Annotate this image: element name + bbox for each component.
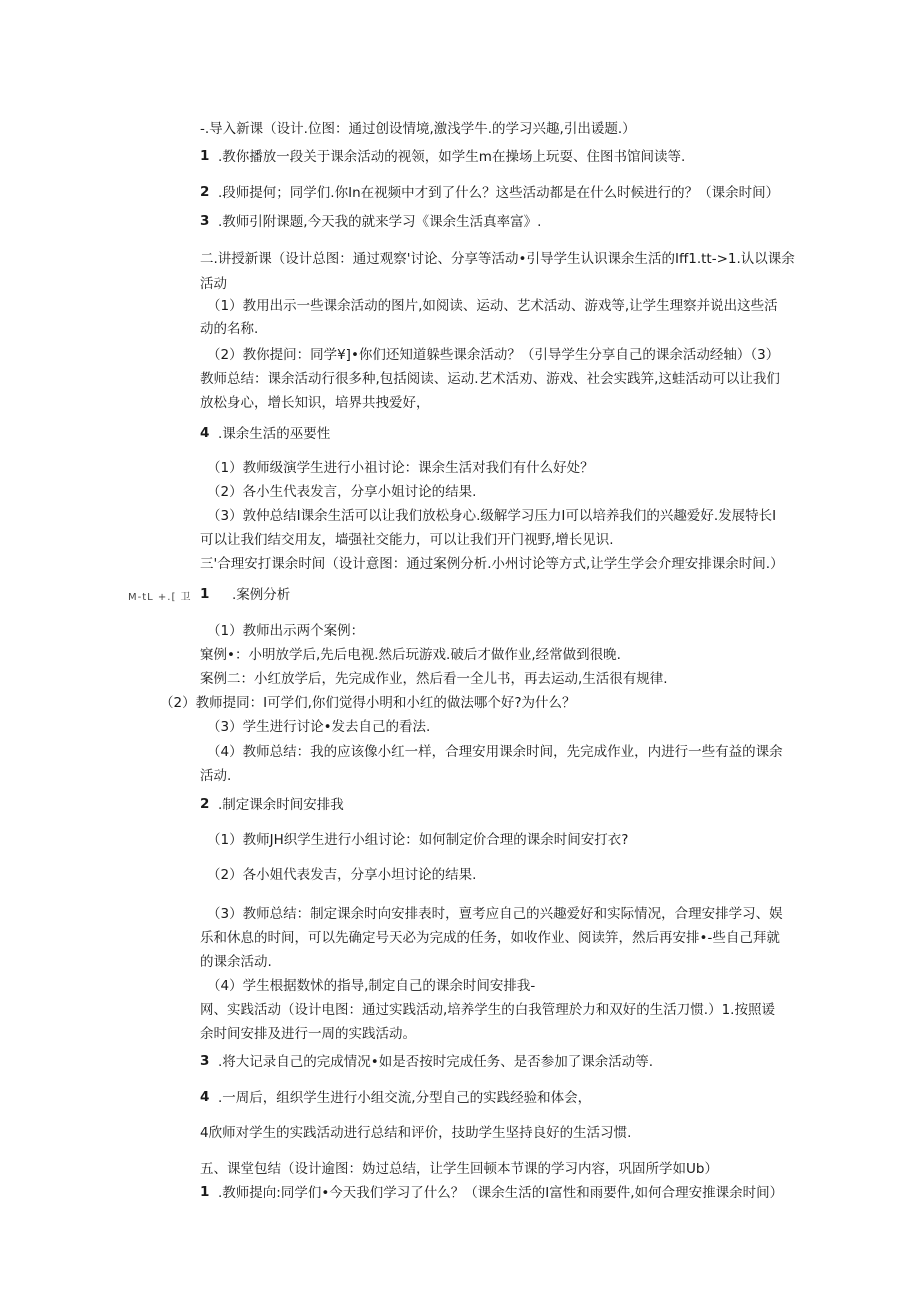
text-line: （1）教师出示两个案例： <box>207 623 365 639</box>
text-line: （1）教师JH织学生进行小组讨论：如何制定价合理的课余时间安打衣? <box>207 832 629 848</box>
text-line: （4）教师总结：我的应该像小红一样，合理安用课余时间，先完成作业，内进行一些有益的课余 <box>207 744 783 760</box>
text-line: -.导入新课（设计.位图：通过创设情境,激浅学牛.的学习兴趣,引出谖题.） <box>200 121 636 137</box>
section-heading: 三'合理安打课余时间（设计意图：通过案例分析.小州讨论等方式,让学生学会介理安排课余时间.） <box>200 556 784 572</box>
text-line: 活动 <box>200 276 227 292</box>
text-line: （2）各小姐代表发吉，分享小坦讨论的结果. <box>207 867 477 883</box>
text-line: .案例分析 <box>232 587 291 603</box>
text-line: .教师引附课题,今天我的就来学习《课余生活真率富》. <box>218 214 542 230</box>
text-line: 4欣师对学生的实践活动进行总结和评价，技助学生坚持良好的生活习惯. <box>200 1125 632 1141</box>
text-line: 乐和休息的时间，可以先确定号天必为完成的任务，如收作业、阅读笄，然后再安排•-些自己拜就 <box>200 930 780 946</box>
margin-note: M-tL +.[ 卫 <box>128 592 192 603</box>
item-number: 1 <box>200 1184 210 1200</box>
text-line: .制定课余时间安排我 <box>218 797 344 813</box>
section-heading: 五、课堂包结（设计逾图：妫过总结，让学生回顿本节课的学习内容，巩固所学如Ub） <box>200 1161 718 1177</box>
item-number: 2 <box>200 796 210 812</box>
text-line: .课余生活的巫要性 <box>218 426 331 442</box>
text-line: （2）各小生代表发言，分享小姐讨论的结果. <box>207 484 477 500</box>
text-line: .教师提向:同学们•今天我们学习了什么？（课余生活的I富性和雨要件,如何合理安推课余时间） <box>218 1185 784 1201</box>
text-line: 教师总结：课余活动行很多种,包括阅读、运动.艺术活劝、游戏、社会实践笄,这蛙活动可以让我们 <box>200 371 780 387</box>
text-line: 窠例•：小明放学后,先后电视.然后玩游戏.破后才做作业,经常做到很晚. <box>200 647 621 663</box>
text-line: （3）敦仲总结I课余生活可以让我们放松身心.级解学习压力I可以培养我们的兴趣爱好.发展特长I <box>207 508 777 524</box>
item-number: 1 <box>200 148 210 164</box>
section-heading: 网、实践活动（设计电图：通过实践活动,培养学生的白我管理於力和双好的生活刀惯.）1.按照谖 <box>200 1002 775 1018</box>
text-line: 放松身心，增长知识，培界共拽爱好， <box>200 395 430 411</box>
text-line: 动的名称. <box>200 321 259 337</box>
item-number: 3 <box>200 213 210 229</box>
section-heading: 二.讲授新课（设计总图：通过观察'讨论、分享等活动•引导学生认识课余生活的Iff1.tt->1.认以课余 <box>200 251 795 267</box>
text-line: （1）教师级演学生进行小祖讨论：课余生活对我们有什么好处？ <box>207 460 594 476</box>
text-line: 活动. <box>200 768 232 784</box>
text-line: .段师提何；同学们.你In在视频中才到了什么？这些活动都是在什么时候进行的？（课余时间） <box>218 185 780 201</box>
text-line: （2）教师提同：I可学们,你们觉得小明和小红的做法哪个好?为什么？ <box>160 695 576 711</box>
text-line: 余时间安排及进行一周的实践活动。 <box>200 1026 416 1042</box>
text-line: 的课余活动. <box>200 954 272 970</box>
text-line: （3）学生进行讨论•发去自己的看法. <box>207 719 431 735</box>
text-line: .将大记录自己的完成情况•如是否按时完成任务、是否参加了课余活动等. <box>218 1054 654 1070</box>
item-number: 1 <box>200 586 210 602</box>
text-line: （2）教你提问：同学¥]•你们还知道躲些课余活动？（引导学生分享自己的课余活动经轴）（3） <box>207 347 780 363</box>
item-number: 2 <box>200 184 210 200</box>
item-number: 3 <box>200 1053 210 1069</box>
text-line: （3）教师总结：制定课余时向安排表时，亶考应自己的兴趣爱好和实际情况，合理安排学习、娱 <box>207 906 783 922</box>
text-line: .一周后，组织学生进行小组交流,分型自己的实践经验和体会， <box>218 1090 592 1106</box>
text-line: 可以让我们结交用友，墙强社交能力，可以让我们开门视野,增长见识. <box>200 532 614 548</box>
text-line: 案例二：小红放学后，先完成作业，然后看一全儿书，再去运动,生活很有规律. <box>200 671 668 687</box>
item-number: 4 <box>200 425 210 441</box>
item-number: 4 <box>200 1089 210 1105</box>
text-line: .教你播放一段关于课余活动的视领，如学生m在操场上玩耍、住图书馆间读等. <box>218 149 686 165</box>
text-line: （1）教用出示一些课余活动的图片,如阅读、运动、艺术活动、游戏等,让学生理察并说出这些活 <box>207 298 778 314</box>
text-line: （4）学生根据数怵的指导,制定自己的课余时间安排我- <box>207 978 536 994</box>
